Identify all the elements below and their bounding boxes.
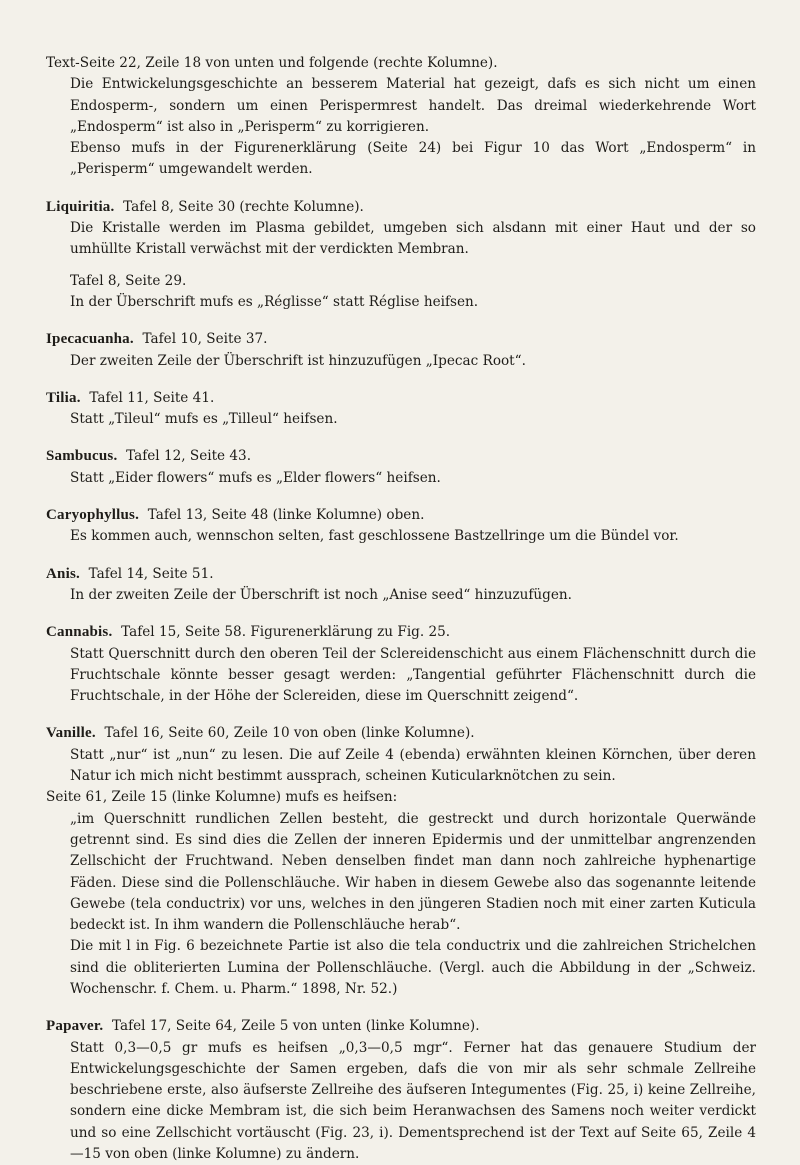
- paragraph: Der zweiten Zeile der Überschrift ist hinzuzufügen „Ipecac Root“.: [70, 352, 526, 369]
- drug-name: Ipecacuanha.: [46, 331, 134, 348]
- paragraph: Statt „nur“ ist „nun“ zu lesen. Die auf Zeile 4 (ebenda) erwähnten kleinen Körnchen, über deren Natur ich mich nicht bestimmt aussprach, scheinen Kuticularknötchen zu sein.: [70, 746, 756, 785]
- paragraph: „im Querschnitt rundlichen Zellen besteht, die gestreckt und durch horizontale Querwände getrennt sind. Es sind dies die Zellen der inneren Epidermis und der unmittelbar angrenzenden Zellschicht der Fruchtwand. Neben denselben findet man dann noch zahlreiche hyphenartige Fäden. Diese sind die Pollenschläuche. Wir haben in diesem Gewebe also das sogenannte leitende Gewebe (tela conductrix) vor uns, welches in den jüngeren Stadien noch mit einer zarten Kuticula bedeckt ist. In ihm wandern die Pollenschläuche herab“.: [70, 810, 756, 934]
- drug-name: Liquiritia.: [46, 198, 115, 215]
- section-papaver: [46, 1016, 756, 1165]
- section-ipecacuanha: [46, 329, 756, 372]
- drug-name: Cannabis.: [46, 624, 113, 641]
- plate-reference: Tafel 17, Seite 64, Zeile 5 von unten (linke Kolumne).: [111, 1018, 480, 1035]
- plate-reference: Tafel 11, Seite 41.: [89, 389, 215, 406]
- drug-name: Sambucus.: [46, 448, 118, 465]
- section-anis: [46, 564, 756, 607]
- plate-reference: Tafel 10, Seite 37.: [142, 331, 268, 348]
- paragraph: In der zweiten Zeile der Überschrift ist noch „Anise seed“ hinzuzufügen.: [70, 586, 572, 603]
- paragraph: Statt Querschnitt durch den oberen Teil der Sclereidenschicht aus einem Flächenschnitt durch die Fruchtschale könnte besser gesagt werden: „Tangential geführter Flächenschnitt durch die Fruchtschale, in der Höhe der Sclereiden, diese im Querschnitt zeigend“.: [70, 645, 756, 705]
- paragraph: Statt „Tileul“ mufs es „Tilleul“ heifsen.: [70, 411, 338, 428]
- plate-reference: Tafel 14, Seite 51.: [88, 565, 214, 582]
- plate-reference: Tafel 13, Seite 48 (linke Kolumne) oben.: [147, 507, 425, 524]
- drug-name: Anis.: [46, 565, 80, 582]
- plate-reference: Tafel 12, Seite 43.: [126, 448, 252, 465]
- section-liquiritia: [46, 197, 756, 313]
- paragraph: Die Kristalle werden im Plasma gebildet, umgeben sich alsdann mit einer Haut und der so umhüllte Kristall verwächst mit der verdickten Membran.: [70, 220, 756, 258]
- paragraph: Es kommen auch, wennschon selten, fast geschlossene Bastzellringe um die Bündel vor.: [70, 528, 679, 545]
- section-cannabis: [46, 622, 756, 707]
- section-heading: Text-Seite 22, Zeile 18 von unten und folgende (rechte Kolumne).: [46, 55, 498, 71]
- plate-reference: Tafel 8, Seite 30 (rechte Kolumne).: [123, 198, 364, 215]
- plate-reference: Tafel 16, Seite 60, Zeile 10 von oben (linke Kolumne).: [104, 725, 475, 742]
- drug-name: Caryophyllus.: [46, 507, 140, 524]
- paragraph: Statt 0,3—0,5 gr mufs es heifsen „0,3—0,5 mgr“. Ferner hat das genauere Studium der Entwickelungsgeschichte der Samen ergeben, dafs die von mir als sehr schmale Zellreihe beschriebene erste, also äufserste Zellreihe des äufseren Integumentes (Fig. 25, i) keine Zellreihe, sondern eine dicke Membram ist, die sich beim Heranwachsen des Samens noch weiter verdickt und so eine Zellschicht vortäuscht (Fig. 23, i). Dementsprechend ist der Text auf Seite 65, Zeile 4—15 von oben (linke Kolumne) zu ändern.: [70, 1039, 756, 1163]
- section-text-seite: [46, 53, 756, 181]
- section-vanille: [46, 723, 756, 1000]
- section-caryophyllus: [46, 505, 756, 548]
- paragraph: Ebenso mufs in der Figurenerklärung (Seite 24) bei Figur 10 das Wort „Endosperm“ in „Perisperm“ umgewandelt werden.: [70, 140, 756, 178]
- section-sambucus: [46, 446, 756, 489]
- plate-reference: Seite 61, Zeile 15 (linke Kolumne) mufs es heifsen:: [46, 789, 398, 806]
- paragraph: Die mit l in Fig. 6 bezeichnete Partie ist also die tela conductrix und die zahlreichen Strichelchen sind die obliterierten Lumina der Pollenschläuche. (Vergl. auch die Abbildung in der „Schweiz. Wochenschr. f. Chem. u. Pharm.“ 1898, Nr. 52.): [70, 938, 756, 997]
- drug-name: Papaver.: [46, 1018, 104, 1035]
- drug-name: Vanille.: [46, 725, 96, 742]
- plate-reference: Tafel 8, Seite 29.: [70, 272, 187, 289]
- paragraph: In der Überschrift mufs es „Réglisse“ statt Réglise heifsen.: [70, 293, 479, 310]
- paragraph: Statt „Eider flowers“ mufs es „Elder flowers“ heifsen.: [70, 469, 441, 486]
- drug-name: Tilia.: [46, 389, 81, 406]
- plate-reference: Tafel 15, Seite 58. Figurenerklärung zu Fig. 25.: [121, 624, 451, 641]
- paragraph: Die Entwickelungsgeschichte an besserem Material hat gezeigt, dafs es sich nicht um einen Endosperm-, sondern um einen Perispermrest handelt. Das dreimal wiederkehrende Wort „Endosperm“ ist also in „Perisperm“ zu korrigieren.: [70, 76, 756, 135]
- section-tilia: [46, 388, 756, 431]
